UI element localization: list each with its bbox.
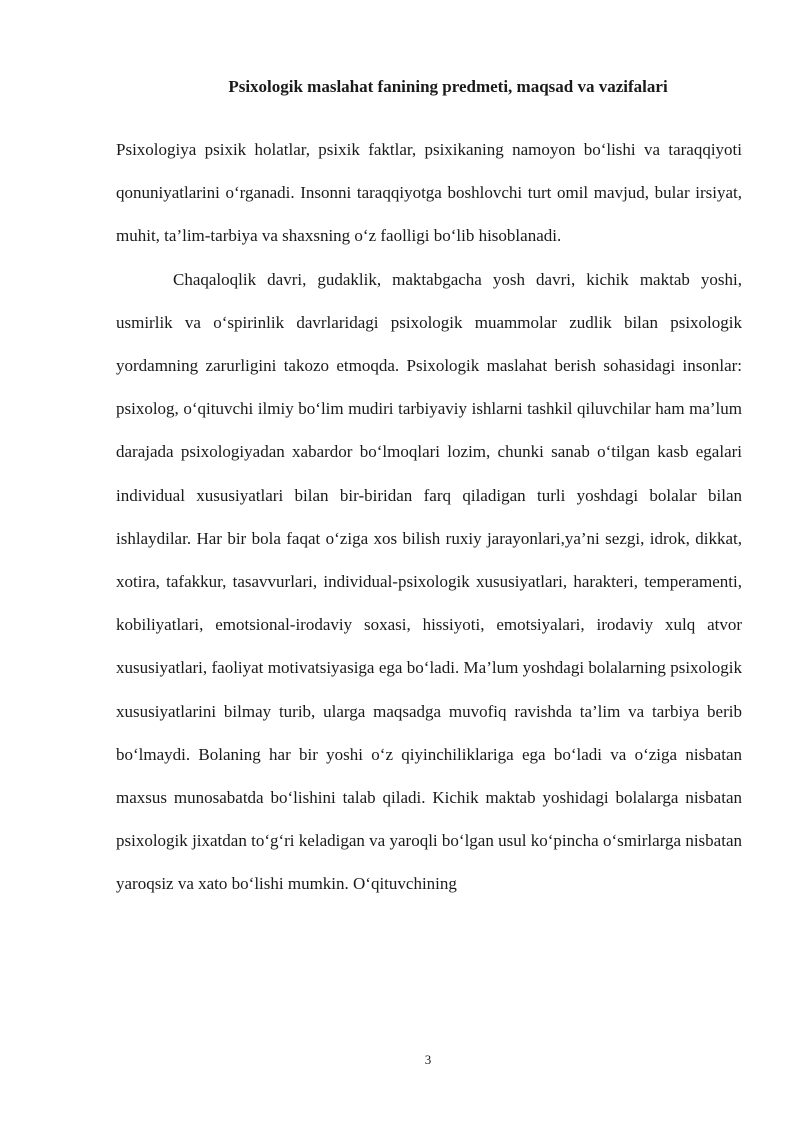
paragraph-main: Chaqaloqlik davri, gudaklik, maktabgacha yosh davri, kichik maktab yoshi, usmirlik va o‘spirinlik davrlaridagi psixologik muammolar zudlik bilan psixologik yordamning zarurligini takozo etmoqda. Psixologik maslahat berish sohasidagi insonlar: psixolog, o‘qituvchi ilmiy bo‘lim mudiri tarbiyaviy ishlarni tashkil qiluvchilar ham ma’lum darajada psixologiyadan xabardor bo‘lmoqlari lozim, chunki sanab o‘tilgan kasb egalari individual xususiyatlari bilan bir-biridan farq qiladigan turli yoshdagi bolalar bilan ishlaydilar. Har bir bola faqat o‘ziga xos bilish ruxiy jarayonlari,ya’ni sezgi, idrok, dikkat, xotira, tafakkur, tasavvurlari, individual-psixologik xususiyatlari, harakteri, temperamenti, kobiliyatlari, emotsional-irodaviy soxasi, hissiyoti, emotsiyalari, irodaviy xulq atvor xususiyatlari, faoliyat motivatsiyasiga ega bo‘ladi. Ma’lum yoshdagi bolalarning psixologik xususiyatlarini bilmay turib, ularga maqsadga muvofiq ravishda ta’lim va tarbiya berib bo‘lmaydi. Bolaning har bir yoshi o‘z qiyinchiliklariga ega bo‘ladi va o‘ziga nisbatan maxsus munosabatda bo‘lishini talab qiladi. Kichik maktab yoshidagi bolalarga nisbatan psixologik jixatdan to‘g‘ri keladigan va yaroqli bo‘lgan usul ko‘pincha o‘smirlarga nisbatan yaroqsiz va xato bo‘lishi mumkin. O‘qituvchining	[116, 269, 742, 894]
document-body	[116, 128, 742, 906]
document-title: Psixologik maslahat fanining predmeti, maqsad va vazifalari	[228, 77, 668, 96]
paragraph-intro: Psixologiya psixik holatlar, psixik faktlar, psixikaning namoyon bo‘lishi va taraqqiyoti qonuniyatlarini o‘rganadi. Insonni taraqqiyotga boshlovchi turt omil mavjud, bular irsiyat, muhit, ta’lim-tarbiya va shaxsning o‘z faolligi bo‘lib hisoblanadi.	[116, 140, 742, 246]
page-number: 3	[424, 1052, 432, 1067]
